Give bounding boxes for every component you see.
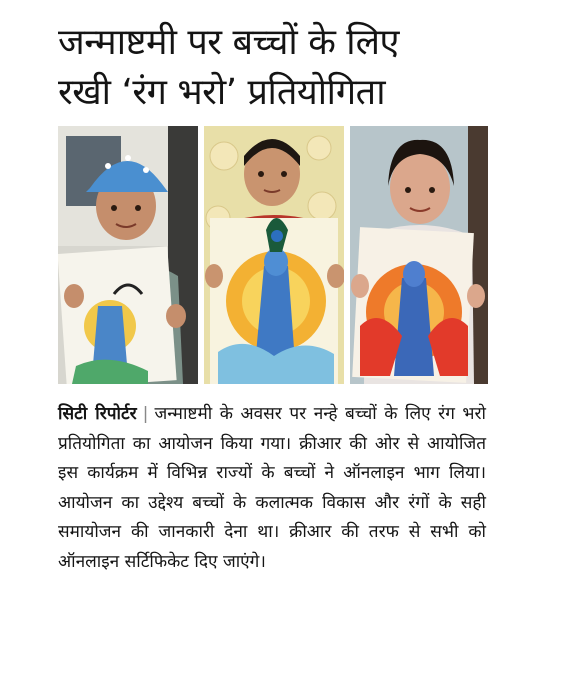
headline-line-1: जन्माष्टमी पर बच्चों के लिए	[58, 22, 399, 63]
headline	[58, 18, 548, 118]
article-body	[58, 400, 486, 577]
photo-child-1	[58, 126, 198, 384]
photo-child-2	[204, 126, 344, 384]
headline-line-2: रखी ‘रंग भरो’ प्रतियोगिता	[58, 72, 386, 113]
byline: सिटी रिपोर्टर	[58, 404, 137, 424]
body-text: जन्माष्टमी के अवसर पर नन्हे बच्चों के लिए रंग भरो प्रतियोगिता का आयोजन किया गया। क्रीआर की ओर से आयोजित इस कार्यक्रम में विभिन्न राज्यों के बच्चों ने ऑनलाइन भाग लिया। आयोजन का उद्देश्य बच्चों के कलात्मक विकास और रंगों के सही समायोजन की जानकारी देना था। क्रीआर की तरफ से सभी को ऑनलाइन सर्टिफिकेट दिए जाएंगे।	[58, 404, 486, 572]
photo-child-3	[350, 126, 488, 384]
photo-strip	[58, 126, 488, 386]
byline-separator: |	[142, 404, 149, 424]
